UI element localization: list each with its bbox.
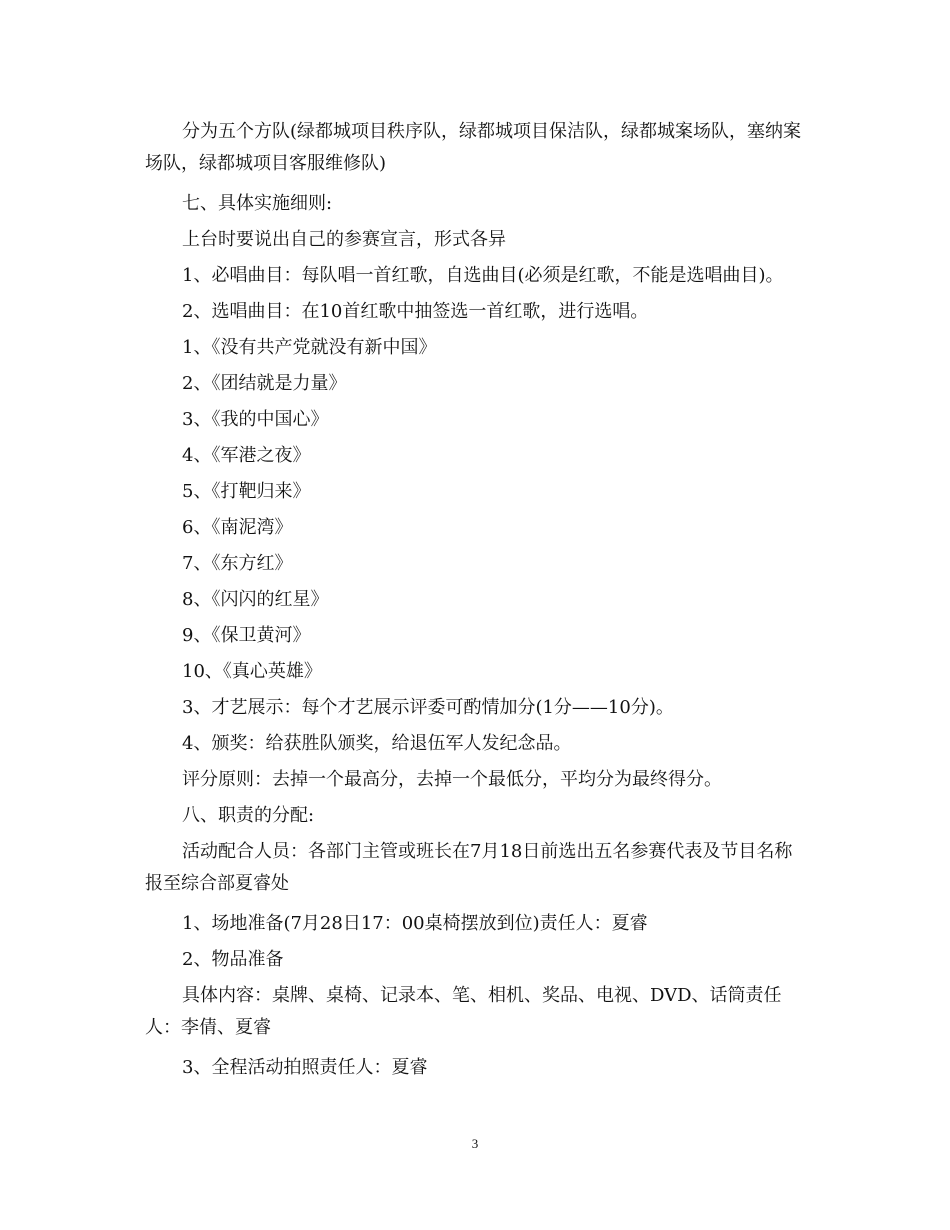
song-list-item: 5、《打靶归来》 xyxy=(182,481,311,502)
paragraph-awards: 4、颁奖：给获胜队颁奖，给退伍军人发纪念品。 xyxy=(182,733,572,754)
song-list-item: 10、《真心英雄》 xyxy=(182,661,322,682)
song-list-item: 3、《我的中国心》 xyxy=(182,409,329,430)
paragraph-staff: 活动配合人员：各部门主管或班长在7月18日前选出五名参赛代表及节目名称报至综合部夏睿处 xyxy=(145,841,793,894)
paragraph-teams: 分为五个方队(绿都城项目秩序队，绿都城项目保洁队，绿都城案场队，塞纳案场队，绿都城项目客服维修队) xyxy=(145,121,802,174)
heading-section-7: 七、具体实施细则: xyxy=(182,193,333,214)
paragraph-photography: 3、全程活动拍照责任人：夏睿 xyxy=(182,1057,428,1078)
song-list-item: 6、《南泥湾》 xyxy=(182,517,293,538)
paragraph-supplies-detail: 具体内容：桌牌、桌椅、记录本、笔、相机、奖品、电视、DVD、话筒责任人：李倩、夏睿 xyxy=(145,985,782,1038)
heading-section-8: 八、职责的分配: xyxy=(182,805,315,826)
paragraph-selected-song: 2、选唱曲目：在10首红歌中抽签选一首红歌，进行选唱。 xyxy=(182,301,649,322)
song-list-item: 9、《保卫黄河》 xyxy=(182,625,311,646)
paragraph-venue: 1、场地准备(7月28日17：00桌椅摆放到位)责任人：夏睿 xyxy=(182,913,648,934)
paragraph-required-song: 1、必唱曲目：每队唱一首红歌，自选曲目(必须是红歌，不能是选唱曲目)。 xyxy=(182,265,784,286)
song-list-item: 1、《没有共产党就没有新中国》 xyxy=(182,337,437,358)
paragraph-scoring-rule: 评分原则：去掉一个最高分，去掉一个最低分，平均分为最终得分。 xyxy=(182,769,722,790)
song-list-item: 7、《东方红》 xyxy=(182,553,293,574)
song-list-item: 4、《军港之夜》 xyxy=(182,445,311,466)
song-list-item: 2、《团结就是力量》 xyxy=(182,373,347,394)
song-list-item: 8、《闪闪的红星》 xyxy=(182,589,329,610)
page-number: 3 xyxy=(471,1136,479,1151)
paragraph-supplies: 2、物品准备 xyxy=(182,949,284,970)
paragraph-declaration: 上台时要说出自己的参赛宣言，形式各异 xyxy=(182,229,506,250)
paragraph-talent-show: 3、才艺展示：每个才艺展示评委可酌情加分(1分——10分)。 xyxy=(182,697,674,718)
